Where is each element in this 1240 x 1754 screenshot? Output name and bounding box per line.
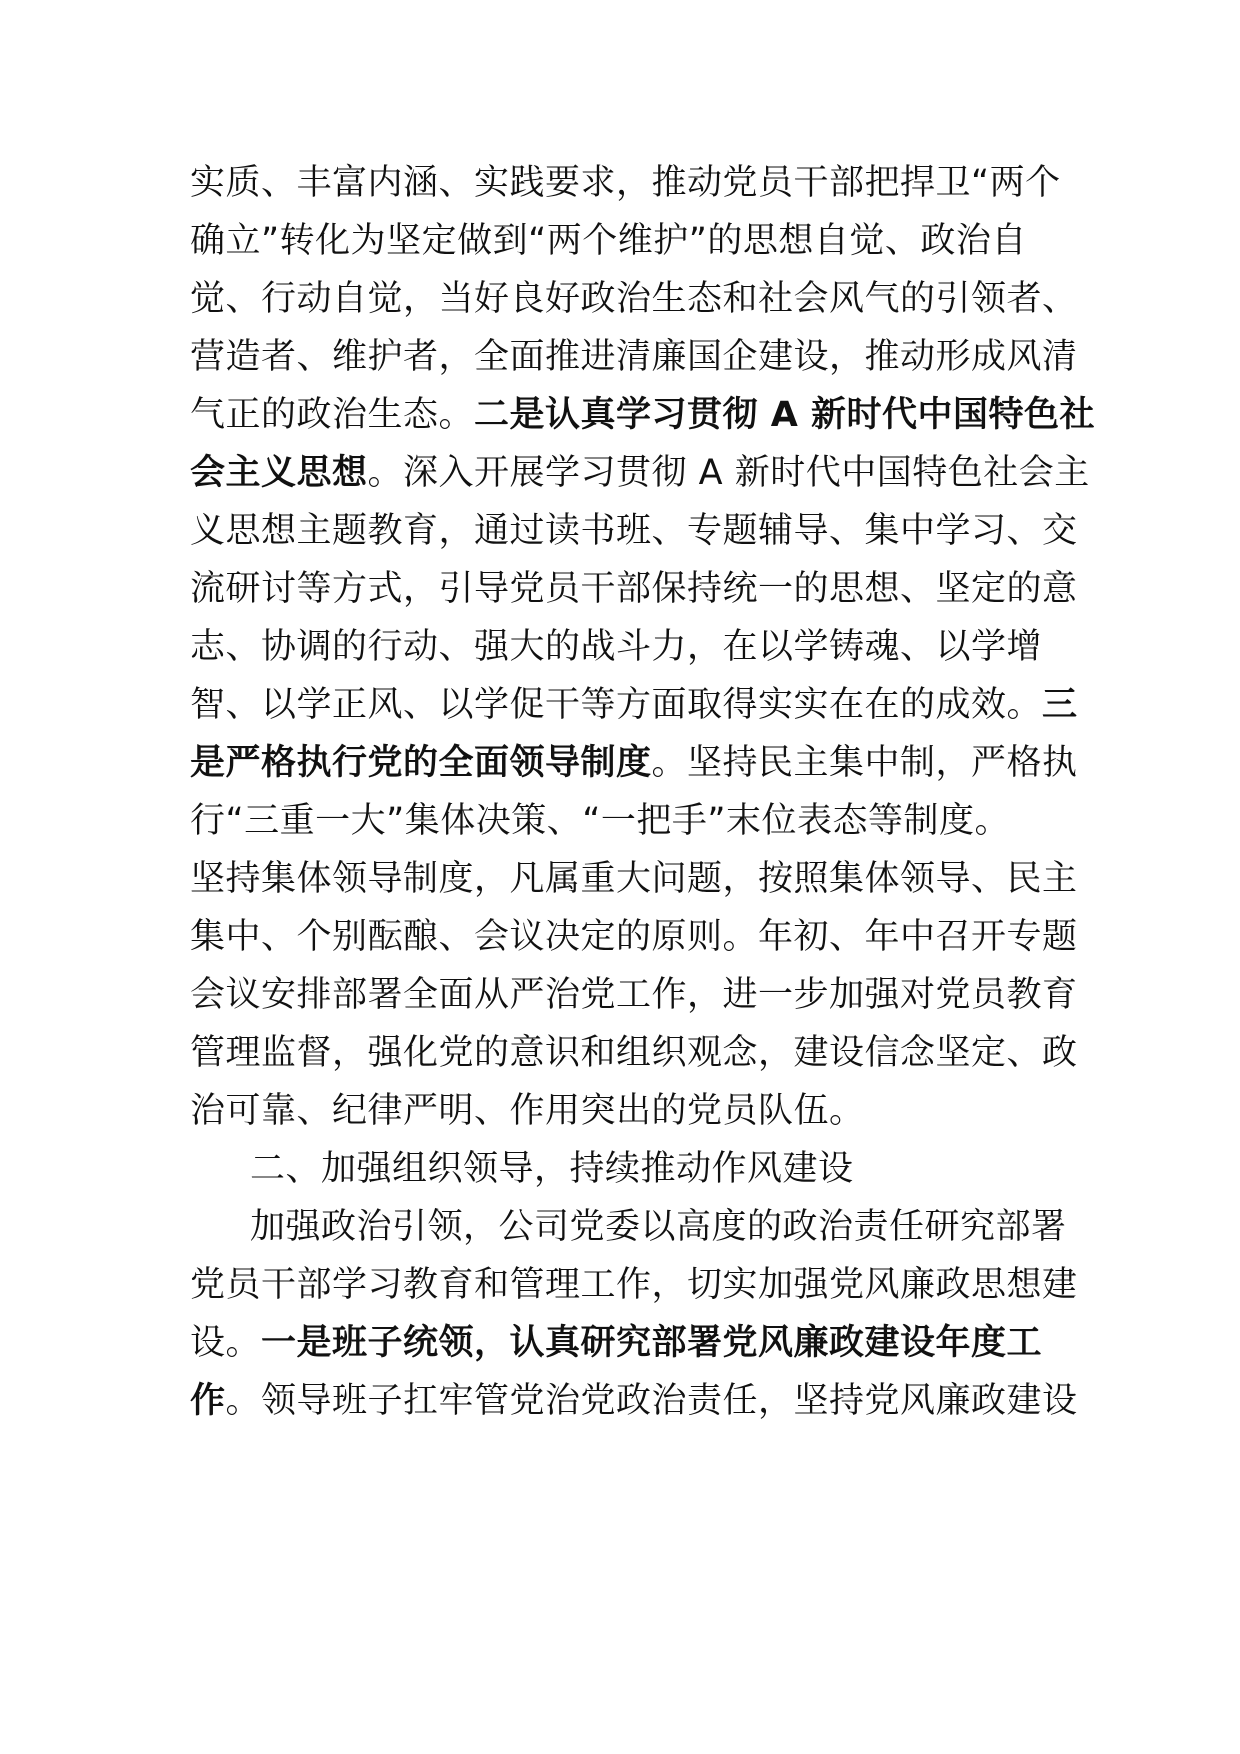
text-segment: 党员干部学习教育和管理工作，切实加强党风廉政思想建 — [190, 1265, 1078, 1305]
text-segment: 治可靠、纪律严明、作用突出的党员队伍。 — [190, 1091, 865, 1131]
text-line — [190, 218, 1027, 264]
bold-text-segment: 会主义思想 — [190, 453, 368, 493]
bold-text-segment: 三 — [1042, 685, 1078, 725]
text-line — [190, 856, 1078, 902]
text-segment: 集中、个别酝酿、会议决定的原则。年初、年中召开专题 — [190, 917, 1078, 957]
text-segment: 流研讨等方式，引导党员干部保持统一的思想、坚定的意 — [190, 569, 1078, 609]
text-line — [190, 1088, 865, 1134]
text-segment: 。坚持民主集中制，严格执 — [651, 743, 1078, 783]
text-line — [190, 160, 1061, 206]
text-segment: 智、以学正风、以学促干等方面取得实实在在的成效。 — [190, 685, 1043, 725]
text-segment: 二、加强组织领导，持续推动作风建设 — [250, 1149, 854, 1189]
text-line — [250, 1146, 854, 1192]
text-segment: 营造者、维护者，全面推进清廉国企建设，推动形成风清 — [190, 337, 1078, 377]
bold-text-segment: 是严格执行党的全面领导制度 — [190, 743, 652, 783]
text-line — [190, 682, 1078, 728]
text-line — [190, 392, 1095, 438]
text-line — [190, 450, 1090, 496]
text-segment: 管理监督，强化党的意识和组织观念，建设信念坚定、政 — [190, 1033, 1078, 1073]
text-segment: 设。 — [190, 1323, 262, 1363]
text-line — [190, 334, 1078, 380]
text-segment: 坚持集体领导制度，凡属重大问题，按照集体领导、民主 — [190, 859, 1078, 899]
text-segment: 加强政治引领，公司党委以高度的政治责任研究部署 — [250, 1207, 1067, 1247]
text-segment: 实质、丰富内涵、实践要求，推动党员干部把捍卫“两个 — [190, 163, 1061, 203]
text-line — [190, 566, 1078, 612]
bold-text-segment: 作 — [190, 1381, 226, 1421]
text-segment: 会议安排部署全面从严治党工作，进一步加强对党员教育 — [190, 975, 1078, 1015]
bold-text-segment: 一是班子统领，认真研究部署党风廉政建设年度工 — [261, 1323, 1043, 1363]
text-line — [190, 624, 1042, 670]
text-segment: 义思想主题教育，通过读书班、专题辅导、集中学习、交 — [190, 511, 1078, 551]
text-segment: 志、协调的行动、强大的战斗力，在以学铸魂、以学增 — [190, 627, 1043, 667]
text-line — [190, 1378, 1078, 1424]
text-segment: 觉、行动自觉，当好良好政治生态和社会风气的引领者、 — [190, 279, 1078, 319]
text-segment: 确立”转化为坚定做到“两个维护”的思想自觉、政治自 — [190, 221, 1027, 261]
text-segment: 。领导班子扛牢管党治党政治责任，坚持党风廉政建设 — [225, 1381, 1078, 1421]
text-line — [190, 1262, 1078, 1308]
text-segment: 行“三重一大”集体决策、“一把手”末位表态等制度。 — [190, 801, 1011, 841]
text-segment: 气正的政治生态。 — [190, 395, 475, 435]
text-line — [190, 914, 1078, 960]
text-line — [190, 508, 1078, 554]
text-line — [190, 1320, 1042, 1366]
text-line — [190, 798, 1010, 844]
text-line — [190, 972, 1078, 1018]
text-line — [190, 740, 1078, 786]
text-segment: 。深入开展学习贯彻 A 新时代中国特色社会主 — [367, 453, 1090, 493]
text-line — [250, 1204, 1067, 1250]
text-line — [190, 276, 1078, 322]
bold-text-segment: 二是认真学习贯彻 A 新时代中国特色社 — [474, 395, 1095, 435]
text-line — [190, 1030, 1078, 1076]
